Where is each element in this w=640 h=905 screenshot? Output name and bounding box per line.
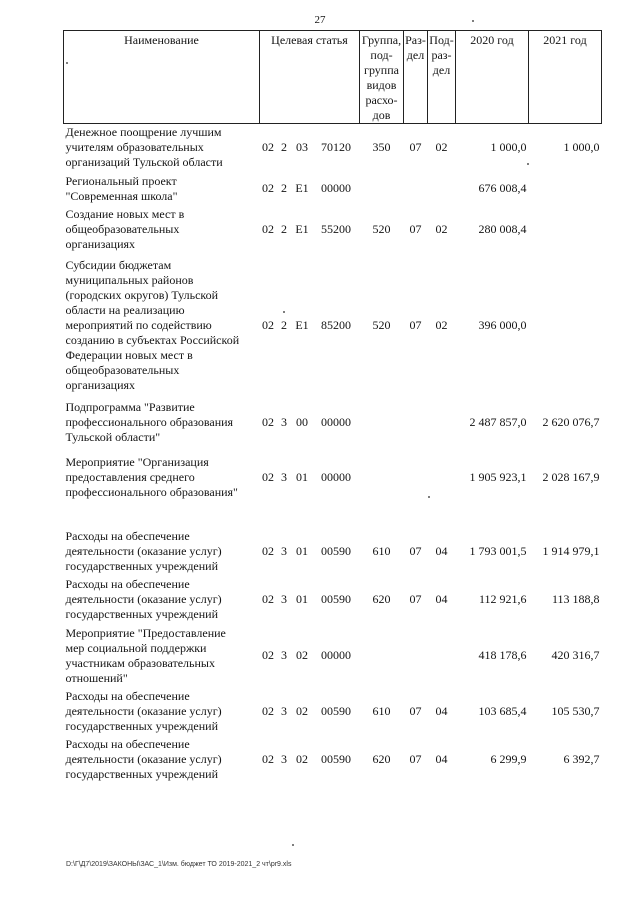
expense-group (360, 398, 404, 448)
section-code: 07 (409, 318, 422, 332)
expense-group: 620 (372, 752, 391, 766)
target-article-direction: 85200 (321, 318, 351, 332)
row-name-line: общеобразовательных (65, 363, 180, 377)
amount-2020: 6 299,9 (490, 752, 527, 766)
amount-2020: 280 008,4 (478, 222, 527, 236)
row-name-line: Расходы на обеспечение (65, 737, 190, 751)
page-number: 27 (314, 14, 326, 26)
row-name-line: Расходы на обеспечение (65, 577, 190, 591)
subsection-code (428, 172, 456, 206)
target-article-direction: 00590 (321, 592, 351, 606)
target-article-program: 02 (262, 592, 274, 606)
row-name-line: деятельности (оказание услуг) (65, 592, 222, 606)
subsection-code: 02 (435, 318, 448, 332)
section-code: 07 (409, 140, 422, 155)
row-name (64, 124, 260, 172)
target-article-direction: 55200 (321, 222, 351, 236)
target-article-program: 02 (262, 544, 274, 558)
row-name (64, 736, 260, 784)
header-subsection: Под- раз- дел (428, 31, 456, 124)
amount-2020: 1 905 923,1 (469, 470, 527, 484)
row-name (64, 688, 260, 736)
row-name (64, 398, 260, 448)
expense-group (360, 172, 404, 206)
target-article-subprogram: 2 (281, 318, 287, 332)
row-name-line: Федерации новых мест в (65, 348, 193, 362)
subsection-code: 04 (435, 544, 448, 558)
table-row (64, 398, 602, 448)
target-article-activity: 02 (296, 704, 308, 718)
row-name-line: Расходы на обеспечение (65, 529, 190, 543)
amount-2021: 6 392,7 (563, 752, 600, 766)
table-row (64, 736, 602, 784)
target-article-program: 02 (262, 648, 274, 662)
target-article-program: 02 (262, 752, 274, 766)
amount-2020: 1 000,0 (490, 140, 527, 155)
header-year-2020: 2020 год (456, 31, 529, 124)
file-path-footer: D:\Г\Д7\2019\ЗАКОНЫ\ЗАС_1\Изм. бюджет ТО 2019-2021_2 чт\pr9.xls (66, 861, 292, 868)
section-code: 07 (409, 592, 422, 606)
row-name-line: организациях (65, 237, 136, 251)
target-article-direction: 00590 (321, 544, 351, 558)
amount-2021 (529, 172, 602, 206)
subsection-code (428, 624, 456, 688)
amount-2021: 2 620 076,7 (542, 415, 600, 429)
section-code: 07 (409, 222, 422, 236)
target-article-subprogram: 2 (281, 140, 287, 155)
row-name (64, 172, 260, 206)
table-header (64, 31, 602, 124)
scan-speck (292, 844, 294, 846)
row-name-line: Региональный проект (65, 173, 177, 188)
table-body (64, 124, 602, 784)
target-article-program: 02 (262, 318, 274, 332)
row-name-line: Тульской области" (65, 430, 161, 444)
expense-group: 520 (372, 318, 391, 332)
row-name-line: Создание новых мест в (65, 207, 185, 221)
row-name-line: Мероприятие "Предоставление (65, 625, 226, 640)
row-name-line: области на реализацию (65, 303, 185, 317)
target-article-subprogram: 3 (281, 648, 287, 662)
subsection-code (428, 398, 456, 448)
target-article-direction: 00590 (321, 752, 351, 766)
target-article-program: 02 (262, 704, 274, 718)
row-name-line: учителям образовательных (65, 140, 204, 155)
amount-2021 (529, 254, 602, 398)
target-article-direction: 00000 (321, 648, 351, 662)
amount-2021: 420 316,7 (551, 648, 600, 662)
target-article-subprogram: 3 (281, 704, 287, 718)
target-article-subprogram: 2 (281, 222, 287, 236)
header-target-article: Целевая статья (260, 31, 360, 124)
row-name (64, 448, 260, 508)
section-code (404, 624, 428, 688)
amount-2020: 418 178,6 (478, 648, 527, 662)
amount-2020: 112 921,6 (478, 592, 527, 606)
row-name-line: Субсидии бюджетам (65, 258, 172, 272)
target-article-activity: E1 (295, 181, 309, 195)
row-name (64, 528, 260, 576)
target-article-subprogram: 2 (281, 181, 287, 195)
expense-group: 620 (372, 592, 391, 606)
row-name-line: деятельности (оказание услуг) (65, 704, 222, 718)
row-name-line: отношений" (65, 670, 128, 685)
row-name-line: созданию в субъектах Российской (65, 333, 240, 347)
expense-group: 610 (372, 544, 391, 558)
target-article-direction: 00590 (321, 704, 351, 718)
expense-group: 610 (372, 704, 391, 718)
scan-speck (472, 20, 474, 22)
row-name-line: Денежное поощрение лучшим (65, 125, 222, 140)
table-row (64, 688, 602, 736)
amount-2021: 1 914 979,1 (542, 544, 600, 558)
amount-2020: 676 008,4 (478, 181, 527, 195)
row-name-line: организациях (65, 378, 136, 392)
scan-speck (283, 311, 285, 313)
target-article-activity: 01 (296, 544, 308, 558)
row-name-line: Мероприятие "Организация (65, 455, 209, 469)
target-article-activity: 01 (296, 592, 308, 606)
expense-group: 350 (372, 140, 391, 155)
target-article-activity: 02 (296, 752, 308, 766)
row-name-line: государственных учреждений (65, 767, 219, 781)
target-article-activity: E1 (295, 222, 309, 236)
row-name-line: участникам образовательных (65, 655, 215, 670)
row-name-line: профессионального образования" (65, 485, 238, 499)
subsection-code: 02 (435, 140, 448, 155)
target-article-direction: 00000 (321, 181, 351, 195)
target-article-subprogram: 3 (281, 544, 287, 558)
amount-2020: 103 685,4 (478, 704, 527, 718)
amount-2021 (529, 206, 602, 254)
target-article-subprogram: 3 (281, 752, 287, 766)
target-article-direction: 00000 (321, 415, 351, 429)
scan-speck (66, 62, 68, 64)
table-row (64, 528, 602, 576)
row-name (64, 576, 260, 624)
row-name-line: профессионального образования (65, 415, 234, 429)
row-name-line: "Современная школа" (65, 188, 178, 203)
row-name-line: Подпрограмма "Развитие (65, 400, 195, 414)
expense-group (360, 624, 404, 688)
row-spacer (64, 508, 602, 528)
target-article-activity: 02 (296, 648, 308, 662)
amount-2021: 113 188,8 (551, 592, 600, 606)
table-row (64, 206, 602, 254)
section-code (404, 448, 428, 508)
row-name-line: общеобразовательных (65, 222, 180, 236)
section-code: 07 (409, 544, 422, 558)
header-section: Раз- дел (404, 31, 428, 124)
target-article-subprogram: 3 (281, 415, 287, 429)
subsection-code: 04 (435, 752, 448, 766)
target-article-activity: E1 (295, 318, 309, 332)
table-row (64, 254, 602, 398)
header-name: Наименование (64, 31, 260, 124)
amount-2020: 1 793 001,5 (469, 544, 527, 558)
target-article-program: 02 (262, 222, 274, 236)
amount-2021: 1 000,0 (563, 140, 600, 155)
header-year-2021: 2021 год (529, 31, 602, 124)
row-name-line: Расходы на обеспечение (65, 689, 190, 703)
table-row (64, 448, 602, 508)
target-article-direction: 70120 (321, 140, 351, 155)
row-name-line: муниципальных районов (65, 273, 194, 287)
amount-2020: 2 487 857,0 (469, 415, 527, 429)
amount-2021: 2 028 167,9 (542, 470, 600, 484)
subsection-code: 02 (435, 222, 448, 236)
section-code: 07 (409, 704, 422, 718)
target-article-activity: 00 (296, 415, 308, 429)
table-row (64, 576, 602, 624)
expense-group (360, 448, 404, 508)
row-name-line: мер социальной поддержки (65, 640, 207, 655)
row-name-line: организаций Тульской области (65, 155, 223, 170)
row-name-line: государственных учреждений (65, 607, 219, 621)
target-article-subprogram: 3 (281, 470, 287, 484)
target-article-direction: 00000 (321, 470, 351, 484)
table-row (64, 624, 602, 688)
section-code (404, 398, 428, 448)
subsection-code: 04 (435, 592, 448, 606)
row-name-line: деятельности (оказание услуг) (65, 752, 222, 766)
target-article-program: 02 (262, 181, 274, 195)
section-code (404, 172, 428, 206)
row-name-line: предоставления среднего (65, 470, 195, 484)
amount-2020: 396 000,0 (478, 318, 527, 332)
expense-group: 520 (372, 222, 391, 236)
row-name-line: государственных учреждений (65, 719, 219, 733)
budget-table (63, 30, 602, 784)
row-name (64, 206, 260, 254)
target-article-subprogram: 3 (281, 592, 287, 606)
row-name-line: (городских округов) Тульской (65, 288, 219, 302)
subsection-code: 04 (435, 704, 448, 718)
header-group: Группа, под- группа видов расхо- дов (360, 31, 404, 124)
scan-speck (428, 496, 430, 498)
row-name (64, 624, 260, 688)
table-row (64, 172, 602, 206)
target-article-activity: 01 (296, 470, 308, 484)
target-article-program: 02 (262, 415, 274, 429)
row-name-line: мероприятий по содействию (65, 318, 212, 332)
row-name (64, 254, 260, 398)
target-article-program: 02 (262, 470, 274, 484)
amount-2021: 105 530,7 (551, 704, 600, 718)
row-name-line: деятельности (оказание услуг) (65, 544, 222, 558)
table-row (64, 124, 602, 172)
target-article-activity: 03 (296, 140, 308, 155)
section-code: 07 (409, 752, 422, 766)
scan-speck (527, 163, 529, 165)
row-name-line: государственных учреждений (65, 559, 219, 573)
target-article-program: 02 (262, 140, 274, 155)
subsection-code (428, 448, 456, 508)
